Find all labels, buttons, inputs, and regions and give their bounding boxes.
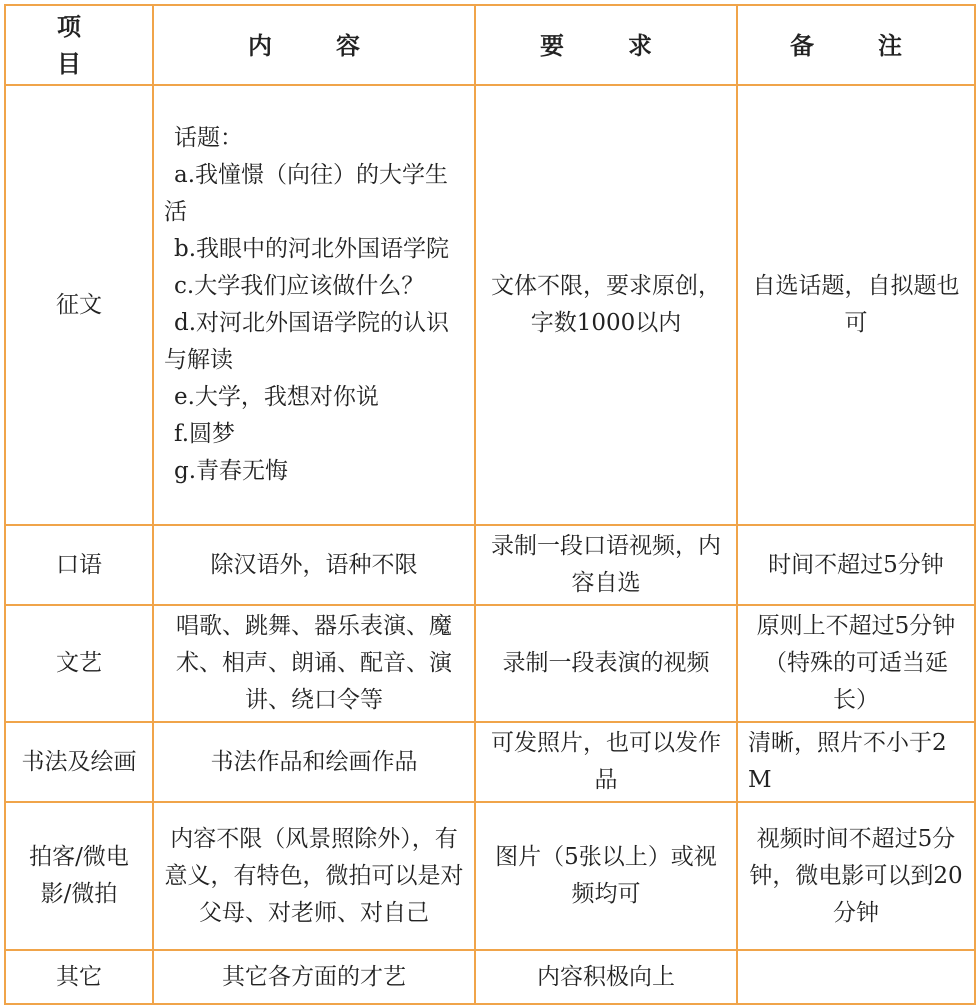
cell-content: 除汉语外，语种不限 [153, 525, 475, 605]
activity-table [4, 4, 976, 1005]
table-row-oral [5, 525, 975, 605]
cell-requirement: 图片（5张以上）或视频均可 [475, 802, 737, 950]
cell-item: 文艺 [5, 605, 153, 722]
cell-note [737, 950, 975, 1004]
table-row-arts [5, 605, 975, 722]
cell-content [153, 85, 475, 525]
cell-item: 其它 [5, 950, 153, 1004]
table-row-essay [5, 85, 975, 525]
cell-note: 时间不超过5分钟 [737, 525, 975, 605]
header-row [5, 5, 975, 85]
cell-note: 视频时间不超过5分钟，微电影可以到20分钟 [737, 802, 975, 950]
cell-content: 内容不限（风景照除外），有意义，有特色，微拍可以是对父母、对老师、对自己 [153, 802, 475, 950]
cell-item: 口语 [5, 525, 153, 605]
topic-item: g.青春无悔 [174, 458, 289, 484]
header-item: 项 目 [5, 5, 153, 85]
cell-requirement: 录制一段表演的视频 [475, 605, 737, 722]
topic-item: f.圆梦 [174, 421, 236, 447]
cell-item: 书法及绘画 [5, 722, 153, 802]
topic-item: b.我眼中的河北外国语学院 [174, 236, 450, 262]
cell-content: 唱歌、跳舞、器乐表演、魔术、相声、朗诵、配音、演讲、绕口令等 [153, 605, 475, 722]
cell-item: 征文 [5, 85, 153, 525]
topic-item: a.我憧憬（向往）的大学生活 [164, 162, 449, 225]
cell-note: 自选话题，自拟题也可 [737, 85, 975, 525]
table-row-calligraphy [5, 722, 975, 802]
topic-item: d.对河北外国语学院的认识与解读 [164, 310, 450, 373]
cell-content: 书法作品和绘画作品 [153, 722, 475, 802]
cell-requirement: 可发照片，也可以发作品 [475, 722, 737, 802]
cell-note: 清晰，照片不小于2M [737, 722, 975, 802]
header-requirement: 要 求 [475, 5, 737, 85]
cell-item: 拍客/微电影/微拍 [5, 802, 153, 950]
cell-note: 原则上不超过5分钟（特殊的可适当延长） [737, 605, 975, 722]
topic-item: e.大学，我想对你说 [174, 384, 379, 410]
table-row-photo [5, 802, 975, 950]
topics-title: 话题： [174, 125, 243, 151]
table-row-other [5, 950, 975, 1004]
header-note: 备 注 [737, 5, 975, 85]
cell-requirement: 文体不限，要求原创，字数1000以内 [475, 85, 737, 525]
topic-item: c.大学我们应该做什么？ [174, 273, 425, 299]
cell-requirement: 内容积极向上 [475, 950, 737, 1004]
header-content: 内 容 [153, 5, 475, 85]
cell-content: 其它各方面的才艺 [153, 950, 475, 1004]
cell-requirement: 录制一段口语视频，内容自选 [475, 525, 737, 605]
